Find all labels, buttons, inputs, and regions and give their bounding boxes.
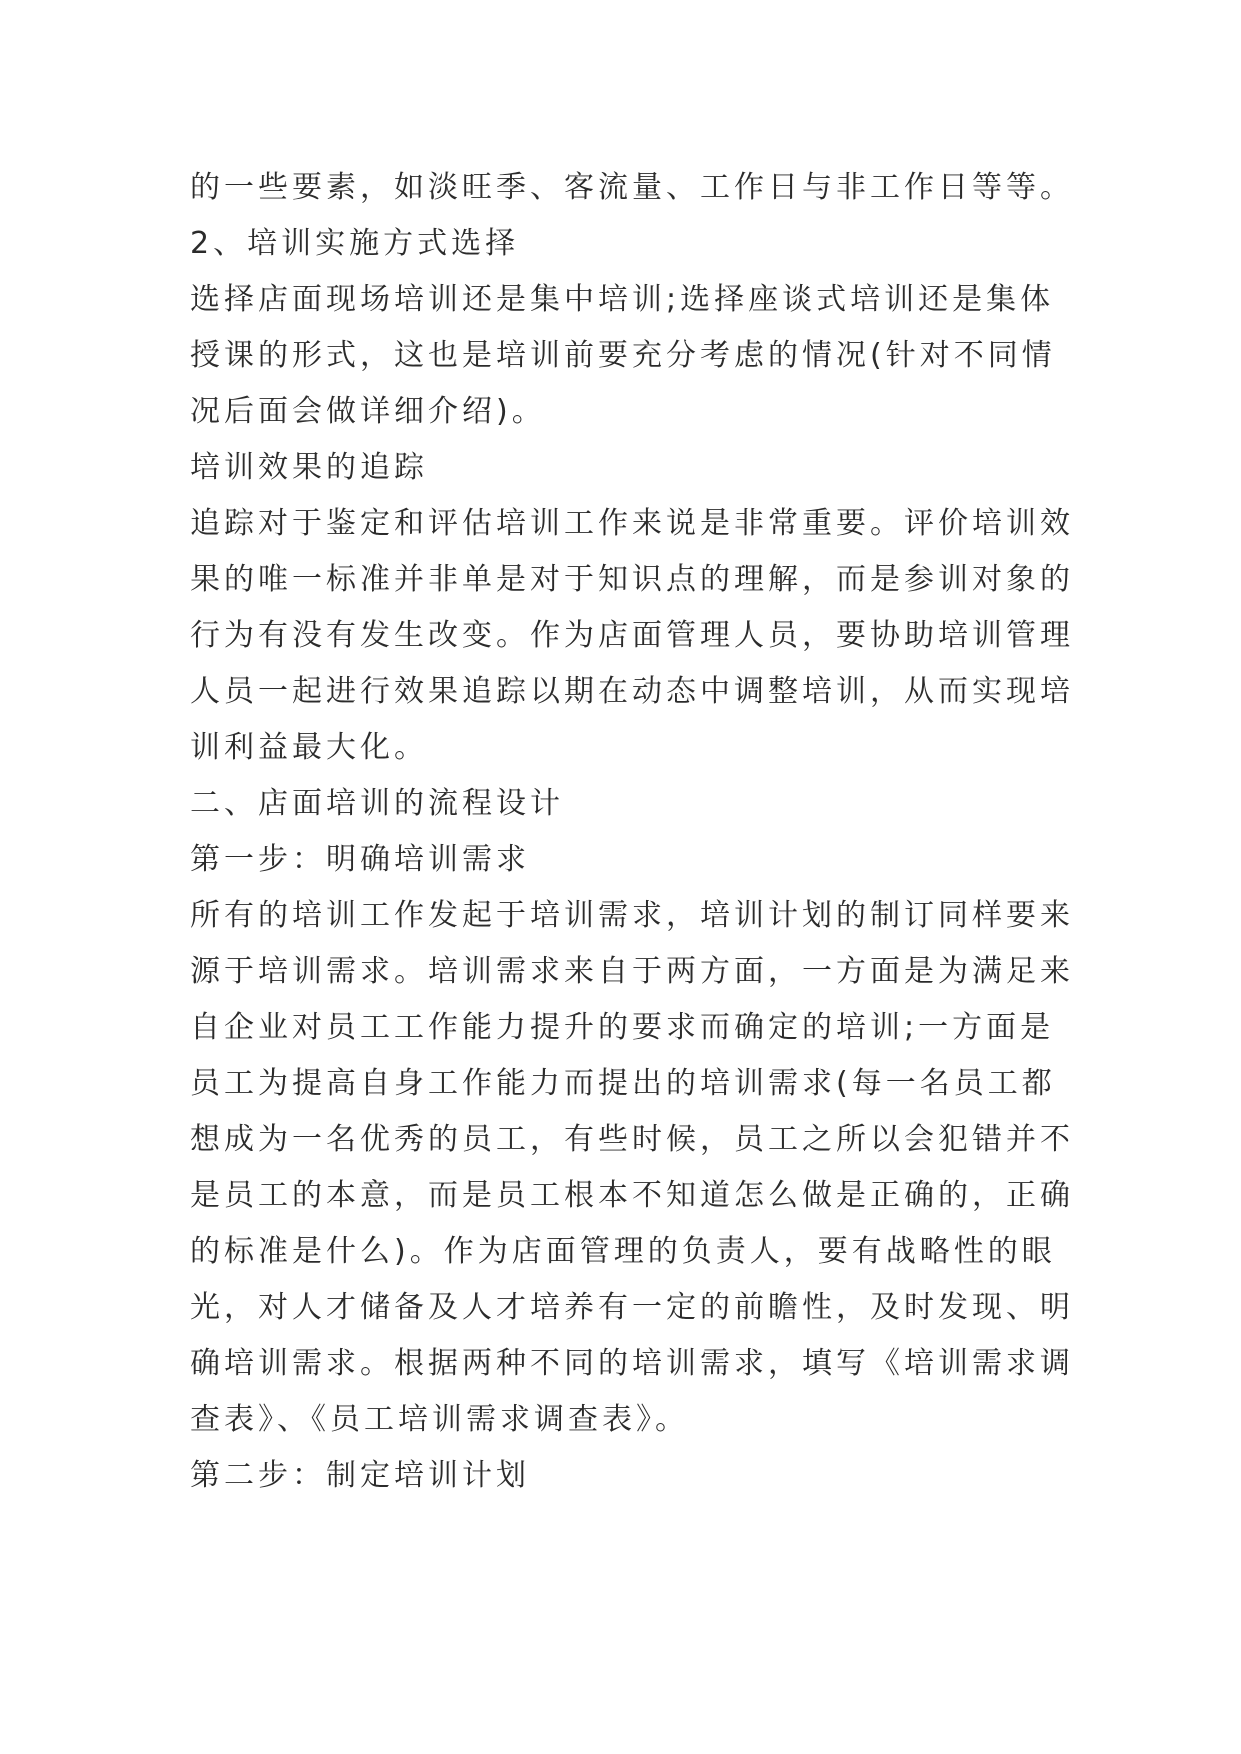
text-line: 查表》、《员工培训需求调查表》。 bbox=[190, 1402, 689, 1437]
text-line: 的标准是什么)。作为店面管理的负责人，要有战略性的眼 bbox=[190, 1234, 1056, 1269]
text-line: 所有的培训工作发起于培训需求，培训计划的制订同样要来 bbox=[190, 898, 1074, 933]
text-line: 训利益最大化。 bbox=[190, 730, 428, 765]
section-heading: 2、培训实施方式选择 bbox=[190, 226, 520, 261]
text-line: 选择店面现场培训还是集中培训;选择座谈式培训还是集体 bbox=[190, 282, 1055, 317]
text-line: 的一些要素，如淡旺季、客流量、工作日与非工作日等等。 bbox=[190, 170, 1074, 205]
text-line: 想成为一名优秀的员工，有些时候，员工之所以会犯错并不 bbox=[190, 1122, 1074, 1157]
text-line: 光，对人才储备及人才培养有一定的前瞻性，及时发现、明 bbox=[190, 1290, 1074, 1325]
text-line: 自企业对员工工作能力提升的要求而确定的培训;一方面是 bbox=[190, 1010, 1055, 1045]
text-line: 果的唯一标准并非单是对于知识点的理解，而是参训对象的 bbox=[190, 562, 1074, 597]
text-line: 追踪对于鉴定和评估培训工作来说是非常重要。评价培训效 bbox=[190, 506, 1074, 541]
text-line: 行为有没有发生改变。作为店面管理人员，要协助培训管理 bbox=[190, 618, 1074, 653]
step-heading: 第二步：制定培训计划 bbox=[190, 1458, 530, 1493]
text-line: 授课的形式，这也是培训前要充分考虑的情况(针对不同情 bbox=[190, 338, 1056, 373]
text-line: 员工为提高自身工作能力而提出的培训需求(每一名员工都 bbox=[190, 1066, 1056, 1101]
text-line: 源于培训需求。培训需求来自于两方面，一方面是为满足来 bbox=[190, 954, 1074, 989]
section-heading: 培训效果的追踪 bbox=[190, 450, 428, 485]
step-heading: 第一步：明确培训需求 bbox=[190, 842, 530, 877]
text-line: 况后面会做详细介绍)。 bbox=[190, 394, 546, 429]
section-heading: 二、店面培训的流程设计 bbox=[190, 786, 564, 821]
text-line: 人员一起进行效果追踪以期在动态中调整培训，从而实现培 bbox=[190, 674, 1074, 709]
text-line: 是员工的本意，而是员工根本不知道怎么做是正确的，正确 bbox=[190, 1178, 1074, 1213]
text-line: 确培训需求。根据两种不同的培训需求，填写《培训需求调 bbox=[190, 1346, 1074, 1381]
document-page bbox=[190, 160, 1074, 1504]
